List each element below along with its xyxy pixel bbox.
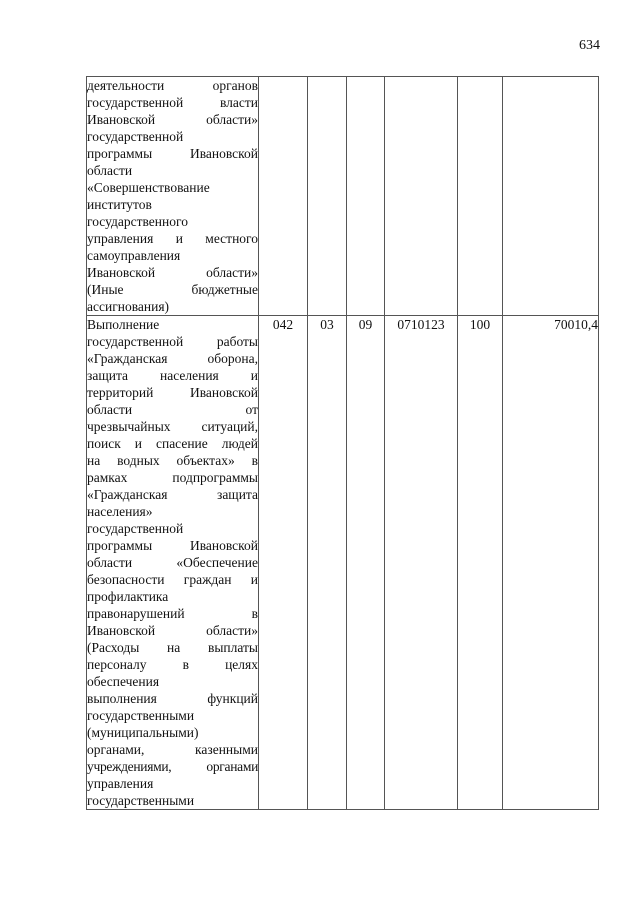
table-row: [87, 316, 599, 810]
description-line: (муниципальными): [87, 725, 199, 740]
description-line: программы Ивановской: [87, 146, 258, 161]
expense-type-code: 100: [458, 316, 503, 810]
row-description: [87, 77, 259, 316]
description-line: выполнения функций: [87, 691, 258, 706]
description-line: населения»: [87, 504, 153, 519]
description-line: чрезвычайных ситуаций,: [87, 419, 258, 434]
table-row: [87, 77, 599, 316]
page-number: 634: [579, 38, 600, 53]
description-line: органами, казенными: [87, 742, 258, 757]
description-line: «Совершенствование: [87, 180, 210, 195]
description-line: на водных объектах» в: [87, 453, 258, 468]
ministry-code: 042: [259, 316, 308, 810]
description-line: ассигнования): [87, 299, 170, 314]
description-line: Выполнение: [87, 317, 160, 332]
description-line: государственной: [87, 521, 184, 536]
description-line: безопасности граждан и: [87, 572, 258, 587]
description-line: области «Обеспечение: [87, 555, 258, 570]
description-line: персоналу в целях: [87, 657, 258, 672]
description-line: обеспечения: [87, 674, 160, 689]
description-line: Ивановской области»: [87, 112, 258, 127]
section-code: 03: [308, 316, 347, 810]
ministry-code: [259, 77, 308, 316]
description-line: самоуправления: [87, 248, 181, 263]
subsection-code: 09: [347, 316, 385, 810]
budget-table: [86, 76, 599, 810]
description-line: государственными: [87, 793, 195, 808]
description-line: учреждениями, органами: [87, 759, 258, 774]
description-line: деятельности органов: [87, 78, 258, 93]
description-line: программы Ивановской: [87, 538, 258, 553]
amount: 70010,4: [503, 316, 599, 810]
row-description: [87, 316, 259, 810]
target-article-code: [385, 77, 458, 316]
description-line: правонарушений в: [87, 606, 258, 621]
description-line: территорий Ивановской: [87, 385, 258, 400]
description-line: государственной: [87, 129, 184, 144]
target-article-code: 0710123: [385, 316, 458, 810]
description-line: Ивановской области»: [87, 265, 258, 280]
description-line: области от: [87, 402, 258, 417]
description-line: Ивановской области»: [87, 623, 258, 638]
amount: [503, 77, 599, 316]
expense-type-code: [458, 77, 503, 316]
description-line: «Гражданская защита: [87, 487, 258, 502]
description-line: государственной власти: [87, 95, 258, 110]
description-line: (Расходы на выплаты: [87, 640, 258, 655]
description-line: области: [87, 163, 133, 178]
description-line: (Иные бюджетные: [87, 282, 258, 297]
description-line: поиск и спасение людей: [87, 436, 258, 451]
description-line: государственными: [87, 708, 195, 723]
description-line: «Гражданская оборона,: [87, 351, 258, 366]
description-line: защита населения и: [87, 368, 258, 383]
description-line: институтов: [87, 197, 152, 212]
section-code: [308, 77, 347, 316]
subsection-code: [347, 77, 385, 316]
description-line: рамках подпрограммы: [87, 470, 258, 485]
description-line: государственной работы: [87, 334, 258, 349]
description-line: профилактика: [87, 589, 169, 604]
description-line: государственного: [87, 214, 188, 229]
description-line: управления и местного: [87, 231, 258, 246]
description-line: управления: [87, 776, 154, 791]
